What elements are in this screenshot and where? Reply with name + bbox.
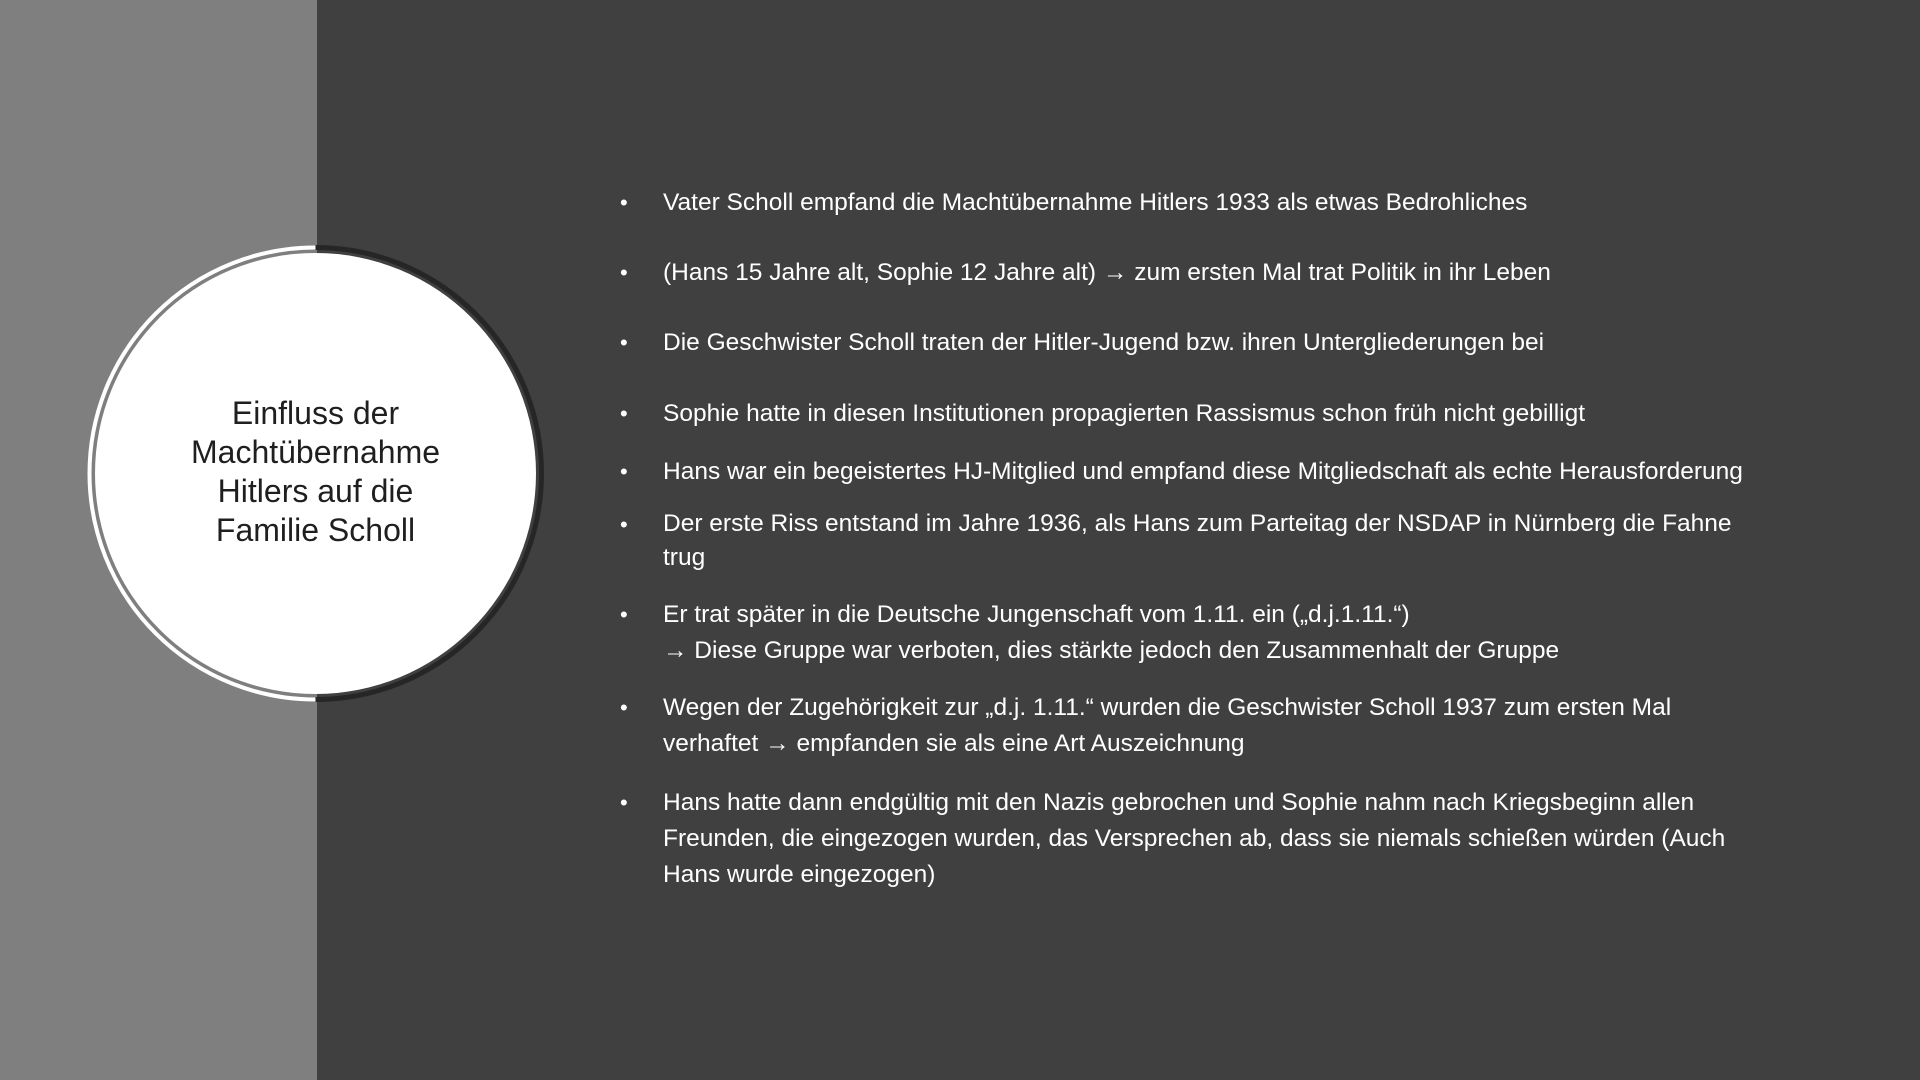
bullet-text: Sophie hatte in diesen Institutionen propagierten Rassismus schon früh nicht gebilligt — [663, 400, 1586, 427]
bullet-icon: • — [620, 512, 628, 537]
bullet-icon: • — [620, 602, 628, 627]
list-item — [620, 597, 1810, 669]
bullet-icon: • — [620, 790, 628, 815]
list-item — [620, 185, 1810, 221]
list-item — [620, 255, 1810, 291]
bullet-text: (Hans 15 Jahre alt, Sophie 12 Jahre alt) → zum ersten Mal trat Politik in ihr Leben — [663, 259, 1551, 286]
bullet-icon: • — [620, 401, 628, 426]
bullet-icon: • — [620, 190, 628, 215]
bullet-text: Wegen der Zugehörigkeit zur „d.j. 1.11.“ wurden die Geschwister Scholl 1937 zum ersten Mal verhaftet → empfanden sie als eine Art Auszeichnung — [663, 694, 1672, 757]
bullet-icon: • — [620, 695, 628, 720]
bullet-text: Der erste Riss entstand im Jahre 1936, als Hans zum Parteitag der NSDAP in Nürnberg die Fahne trug — [663, 510, 1732, 571]
list-item — [620, 507, 1810, 575]
list-item — [620, 325, 1810, 361]
bullet-text: Hans hatte dann endgültig mit den Nazis gebrochen und Sophie nahm nach Kriegsbeginn allen Freunden, die eingezogen wurden, das Versprechen ab, dass sie niemals schießen würden (Auch Hans wurde eingezogen) — [663, 789, 1726, 888]
bullet-icon: • — [620, 330, 628, 355]
bullet-icon: • — [620, 459, 628, 484]
list-item — [620, 785, 1810, 893]
list-item — [620, 396, 1810, 432]
bullet-text: Er trat später in die Deutsche Jungenschaft vom 1.11. ein („d.j.1.11.“) → Diese Gruppe war verboten, dies stärkte jedoch den Zusammenhalt der Gruppe — [663, 601, 1560, 664]
list-item — [620, 454, 1810, 490]
bullet-text: Vater Scholl empfand die Machtübernahme Hitlers 1933 als etwas Bedrohliches — [663, 189, 1528, 216]
slide-title: Einfluss der Machtübernahme Hitlers auf die Familie Scholl — [190, 395, 441, 548]
bullet-text: Hans war ein begeistertes HJ-Mitglied und empfand diese Mitgliedschaft als echte Herausforderung — [663, 458, 1743, 485]
list-item — [620, 690, 1810, 762]
bullet-icon: • — [620, 260, 628, 285]
bullet-text: Die Geschwister Scholl traten der Hitler-Jugend bzw. ihren Untergliederungen bei — [663, 329, 1545, 356]
title-circle — [95, 253, 536, 694]
